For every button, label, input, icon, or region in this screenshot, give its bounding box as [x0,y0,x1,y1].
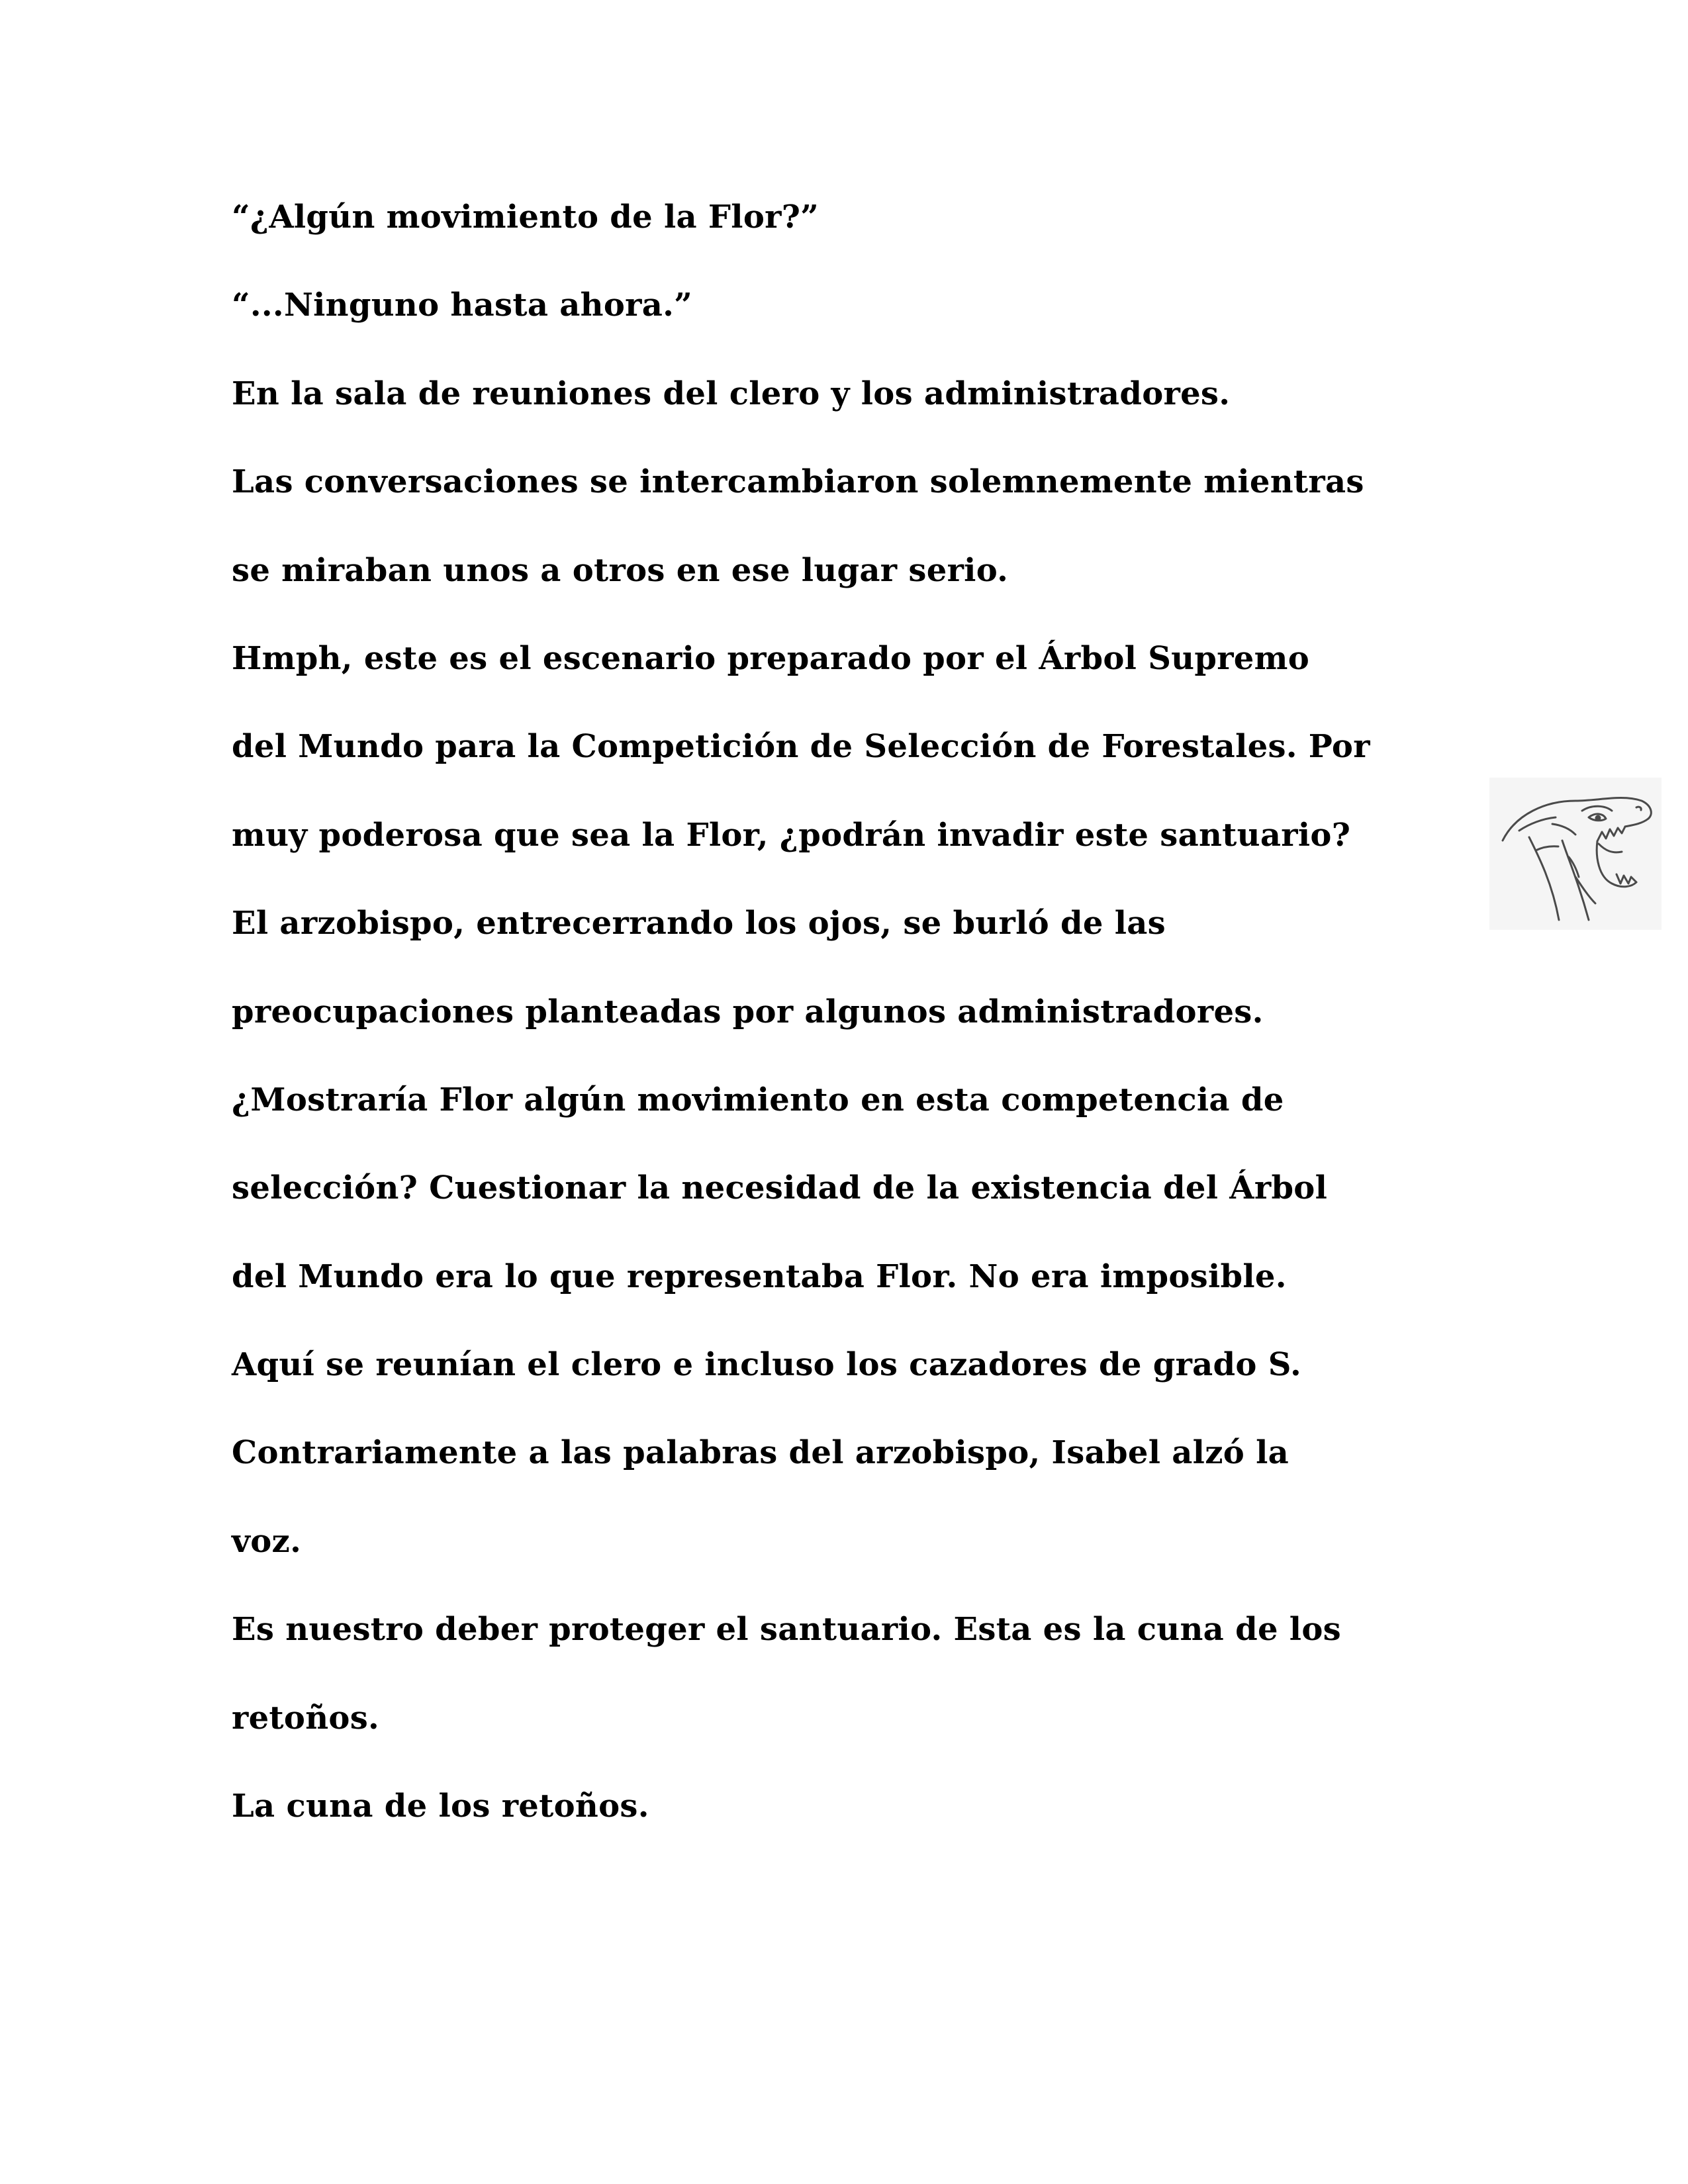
text-line: Las conversaciones se intercambiaron solemnemente mientras [232,463,1364,501]
text-line: ¿Mostraría Flor algún movimiento en esta competencia de [232,1081,1284,1118]
text-line: muy poderosa que sea la Flor, ¿podrán invadir este santuario? [232,816,1351,854]
body-text [232,173,1489,1850]
text-line: Contrariamente a las palabras del arzobispo, Isabel alzó la [232,1434,1289,1472]
text-line: retoños. [232,1699,380,1737]
text-line: La cuna de los retoños. [232,1788,649,1825]
text-line: del Mundo para la Competición de Selección de Forestales. Por [232,728,1370,766]
text-line: “...Ninguno hasta ahora.” [232,287,693,324]
text-line: preocupaciones planteadas por algunos administradores. [232,993,1264,1030]
text-line: En la sala de reuniones del clero y los administradores. [232,375,1231,412]
text-line: Aquí se reunían el clero e incluso los cazadores de grado S. [232,1346,1302,1384]
dinosaur-sketch-icon [1489,778,1662,930]
text-line: selección? Cuestionar la necesidad de la existencia del Árbol [232,1169,1328,1207]
text-line: Hmph, este es el escenario preparado por el Árbol Supremo [232,639,1310,677]
text-line: El arzobispo, entrecerrando los ojos, se burló de las [232,905,1166,942]
text-line: del Mundo era lo que representaba Flor. No era imposible. [232,1257,1287,1295]
text-line: “¿Algún movimiento de la Flor?” [232,199,820,236]
text-line: voz. [232,1522,302,1560]
text-line: se miraban unos a otros en ese lugar serio. [232,551,1009,589]
text-line: Es nuestro deber proteger el santuario. Esta es la cuna de los [232,1611,1341,1649]
